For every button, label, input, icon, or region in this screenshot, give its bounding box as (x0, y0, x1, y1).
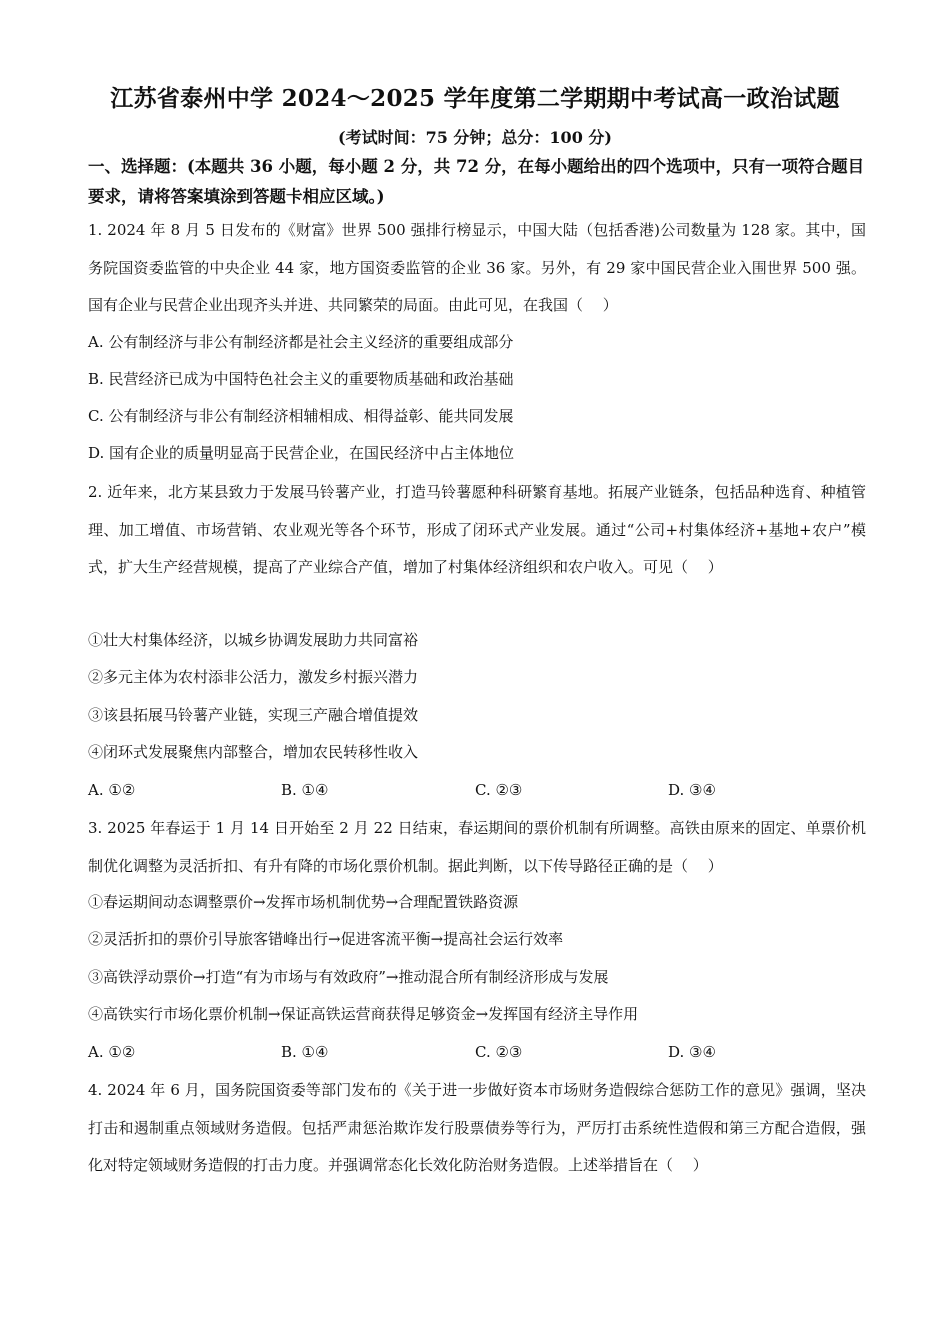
question-2-choice-b: B. ①④ (281, 781, 329, 799)
question-1-option-a: A. 公有制经济与非公有制经济都是社会主义经济的重要组成部分 (88, 333, 514, 351)
question-2-statement-2: ②多元主体为农村添非公活力，激发乡村振兴潜力 (88, 668, 419, 686)
question-3-statement-2: ②灵活折扣的票价引导旅客错峰出行→促进客流平衡→提高社会运行效率 (88, 930, 564, 948)
question-3-statement-1: ①春运期间动态调整票价→发挥市场机制优势→合理配置铁路资源 (88, 893, 519, 911)
question-3-choice-b: B. ①④ (281, 1043, 329, 1061)
question-3-stem: 3. 2025 年春运于 1 月 14 日开始至 2 月 22 日结束，春运期间的票价机制有所调整。高铁由原来的固定、单票价机制优化调整为灵活折扣、有升有降的市场化票价机制。据此判断，以下传导路径正确的是（ ） (88, 819, 866, 875)
question-3-choice-a: A. ①② (88, 1043, 136, 1061)
question-2-choice-d: D. ③④ (668, 781, 716, 799)
question-2-stem: 2. 近年来，北方某县致力于发展马铃薯产业，打造马铃薯愿种科研繁育基地。拓展产业链条，包括品种选育、种植管理、加工增值、市场营销、农业观光等各个环节，形成了闭环式产业发展。通过“公司+村集体经济+基地+农户”模式，扩大生产经营规模，提高了产业综合产值，增加了村集体经济组织和农户收入。可见（ ） (88, 483, 866, 576)
question-3-choice-c: C. ②③ (475, 1043, 523, 1061)
question-2-statement-4: ④闭环式发展聚焦内部整合，增加农民转移性收入 (88, 743, 419, 761)
question-1-option-c: C. 公有制经济与非公有制经济相辅相成、相得益彰、能共同发展 (88, 407, 514, 425)
question-3-choice-d: D. ③④ (668, 1043, 716, 1061)
question-2-choice-c: C. ②③ (475, 781, 523, 799)
question-2-statement-3: ③该县拓展马铃薯产业链，实现三产融合增值提效 (88, 706, 419, 724)
section-heading: 一、选择题：(本题共 36 小题，每小题 2 分，共 72 分，在每小题给出的四个选项中，只有一项符合题目要求，请将答案填涂到答题卡相应区域。) (88, 157, 865, 206)
question-3-statement-4: ④高铁实行市场化票价机制→保证高铁运营商获得足够资金→发挥国有经济主导作用 (88, 1005, 639, 1023)
question-2-choice-a: A. ①② (88, 781, 136, 799)
exam-info: (考试时间：75 分钟；总分：100 分) (338, 128, 612, 147)
question-4-stem: 4. 2024 年 6 月，国务院国资委等部门发布的《关于进一步做好资本市场财务造假综合惩防工作的意见》强调，坚决打击和遏制重点领域财务造假。包括严肃惩治欺诈发行股票债券等行为，严厉打击系统性造假和第三方配合造假，强化对特定领域财务造假的打击力度。并强调常态化长效化防治财务造假。上述举措旨在（ ） (88, 1081, 866, 1174)
page-title: 江苏省泰州中学 2024～2025 学年度第二学期期中考试高一政治试题 (110, 85, 840, 112)
question-2-statement-1: ①壮大村集体经济，以城乡协调发展助力共同富裕 (88, 631, 419, 649)
question-1-option-b: B. 民营经济已成为中国特色社会主义的重要物质基础和政治基础 (88, 370, 514, 388)
question-1-option-d: D. 国有企业的质量明显高于民营企业，在国民经济中占主体地位 (88, 444, 515, 462)
question-1-stem: 1. 2024 年 8 月 5 日发布的《财富》世界 500 强排行榜显示，中国大陆（包括香港)公司数量为 128 家。其中，国务院国资委监管的中央企业 44 家，地方国资委监管的企业 36 家。另外，有 29 家中国民营企业入围世界 500 强。国有企业与民营企业出现齐头并进、共同繁荣的局面。由此可见，在我国（ ） (88, 221, 866, 314)
question-3-statement-3: ③高铁浮动票价→打造“有为市场与有效政府”→推动混合所有制经济形成与发展 (88, 968, 609, 986)
